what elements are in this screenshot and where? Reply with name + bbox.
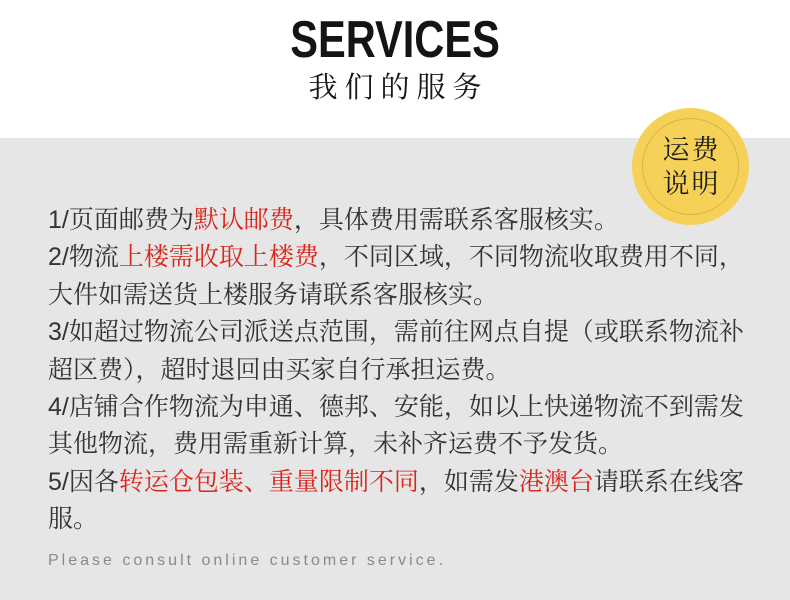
note-highlight-text: 默认邮费: [193, 206, 294, 234]
note-line: [48, 239, 754, 276]
note-text: 请联系在线客: [593, 467, 744, 496]
note-text: 4/店铺合作物流为申通、德邦、安能，如以上快递物流不到需发: [48, 393, 744, 422]
section-title: SERVICES: [290, 11, 500, 69]
note-text: 1/页面邮费为: [48, 206, 194, 234]
note-text: 其他物流，费用需重新计算，未补齐运费不予发货。: [48, 430, 624, 459]
note-text: 大件如需送货上楼服务请联系客服核实。: [48, 280, 499, 309]
note-text: 服。: [48, 505, 99, 534]
badge-label-line2: 说明: [662, 168, 721, 199]
note-highlight-text: 上楼需收取上楼费: [118, 243, 319, 272]
note-line: [48, 314, 754, 351]
note-line: [48, 389, 754, 426]
note-line: [48, 352, 754, 389]
shipping-notes-list: [48, 202, 754, 539]
shipping-fee-badge: [632, 108, 749, 225]
section-subtitle: 我们的服务: [308, 72, 489, 104]
note-highlight-text: 转运仓包装、重量限制不同: [118, 467, 419, 496]
badge-label-line1: 运费: [662, 134, 721, 165]
note-text: ，如需发: [418, 467, 519, 496]
note-line: [48, 501, 754, 538]
note-text: ，具体费用需联系客服核实。: [293, 206, 619, 234]
badge-label: [661, 133, 721, 201]
note-highlight-text: 港澳台: [518, 467, 594, 496]
footer-english-note: Please consult online customer service.: [48, 551, 447, 569]
note-text: ，不同区域，不同物流收取费用不同，: [318, 243, 744, 272]
note-text: 5/因各: [48, 467, 119, 496]
note-line: [48, 277, 754, 314]
note-line: [48, 426, 754, 463]
note-text: 2/物流: [48, 243, 119, 272]
note-text: 超区费），超时退回由买家自行承担运费。: [48, 355, 511, 384]
note-line: [48, 464, 754, 501]
note-text: 3/如超过物流公司派送点范围，需前往网点自提（或联系物流补: [48, 318, 744, 347]
